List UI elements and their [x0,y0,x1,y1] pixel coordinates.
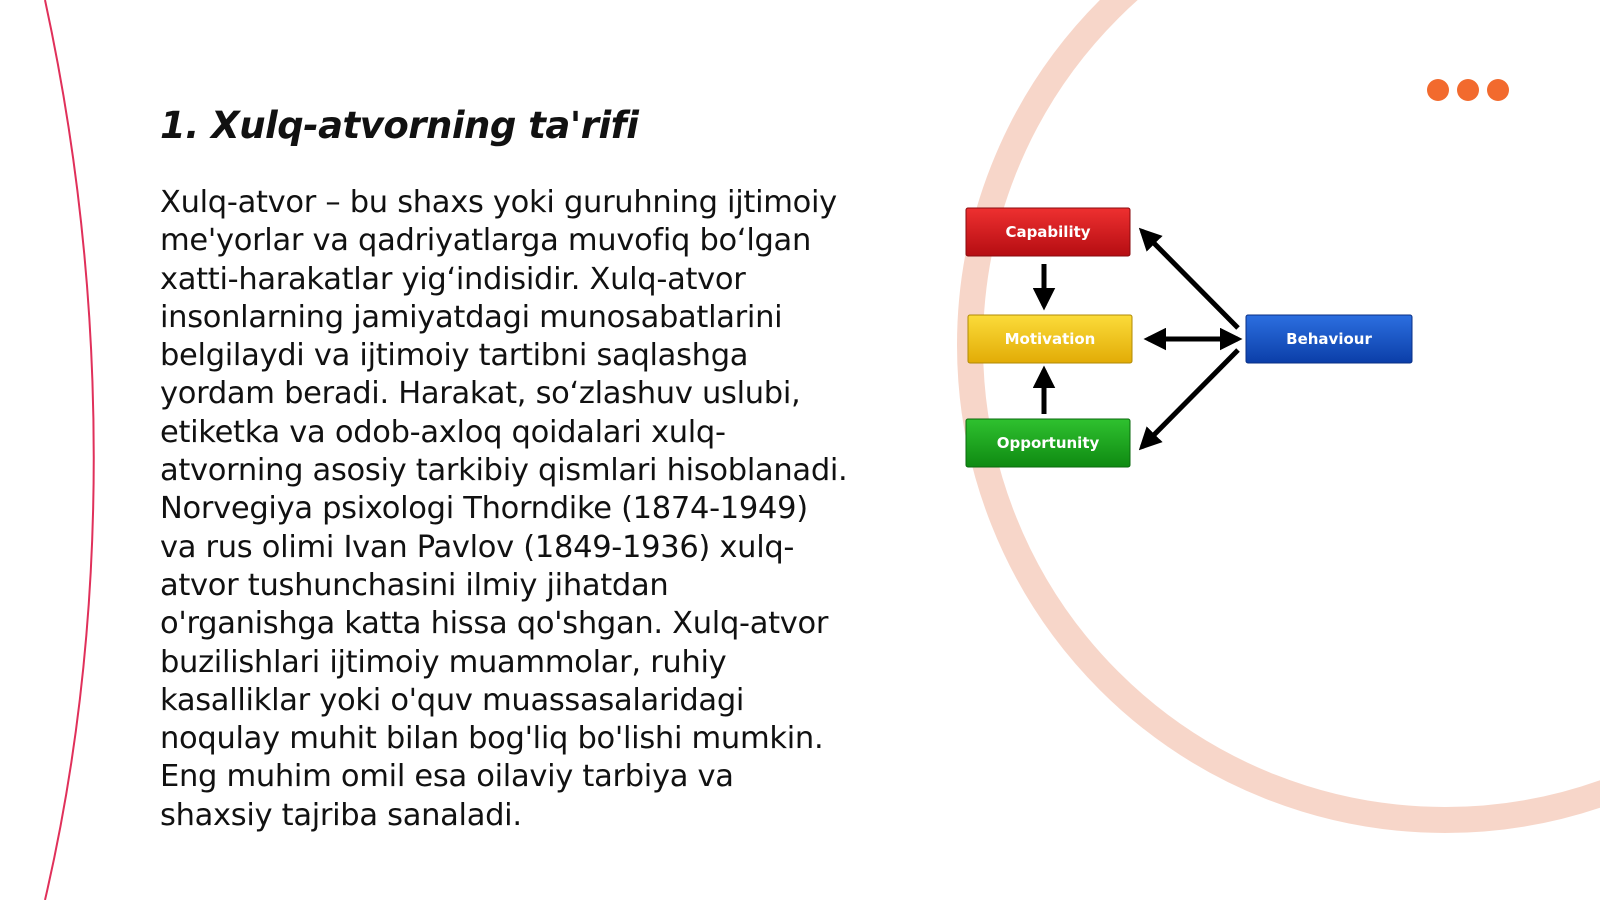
node-capability [966,208,1130,256]
node-motivation [968,315,1132,363]
slide-title: 1. Xulq-atvorning ta'rifi [160,104,639,147]
node-opportunity [966,419,1130,467]
arrow-opportunity-behaviour [1142,350,1238,447]
node-capability-label: Capability [1005,223,1091,241]
node-behaviour-label: Behaviour [1286,330,1372,348]
slide-body-text: Xulq-atvor – bu shaxs yoki guruhning ijtimoiy me'yorlar va qadriyatlarga muvofiq bo‘lgan xatti-harakatlar yig‘indisidir. Xulq-atvor insonlarning jamiyatdagi munosabatlarini belgilaydi va ijtimoiy tartibni saqlashga yordam beradi. Harakat, so‘zlashuv uslubi, etiketka va odob-axloq qoidalari xulq-atvorning asosiy tarkibiy qismlari hisoblanadi. Norvegiya psixologi Thorndike (1874-1949) va rus olimi Ivan Pavlov (1849-1936) xulq-atvor tushunchasini ilmiy jihatdan o'rganishga katta hissa qo'shgan. Xulq-atvor buzilishlari ijtimoiy muammolar, ruhiy kasalliklar yoki o'quv muassasalaridagi noqulay muhit bilan bog'liq bo'lishi mumkin. Eng muhim omil esa oilaviy tarbiya va shaxsiy tajriba sanaladi. [160,185,848,833]
node-motivation-label: Motivation [1004,330,1096,348]
node-opportunity-label: Opportunity [996,434,1100,452]
node-behaviour [1246,315,1412,363]
arrow-capability-behaviour [1142,231,1238,328]
